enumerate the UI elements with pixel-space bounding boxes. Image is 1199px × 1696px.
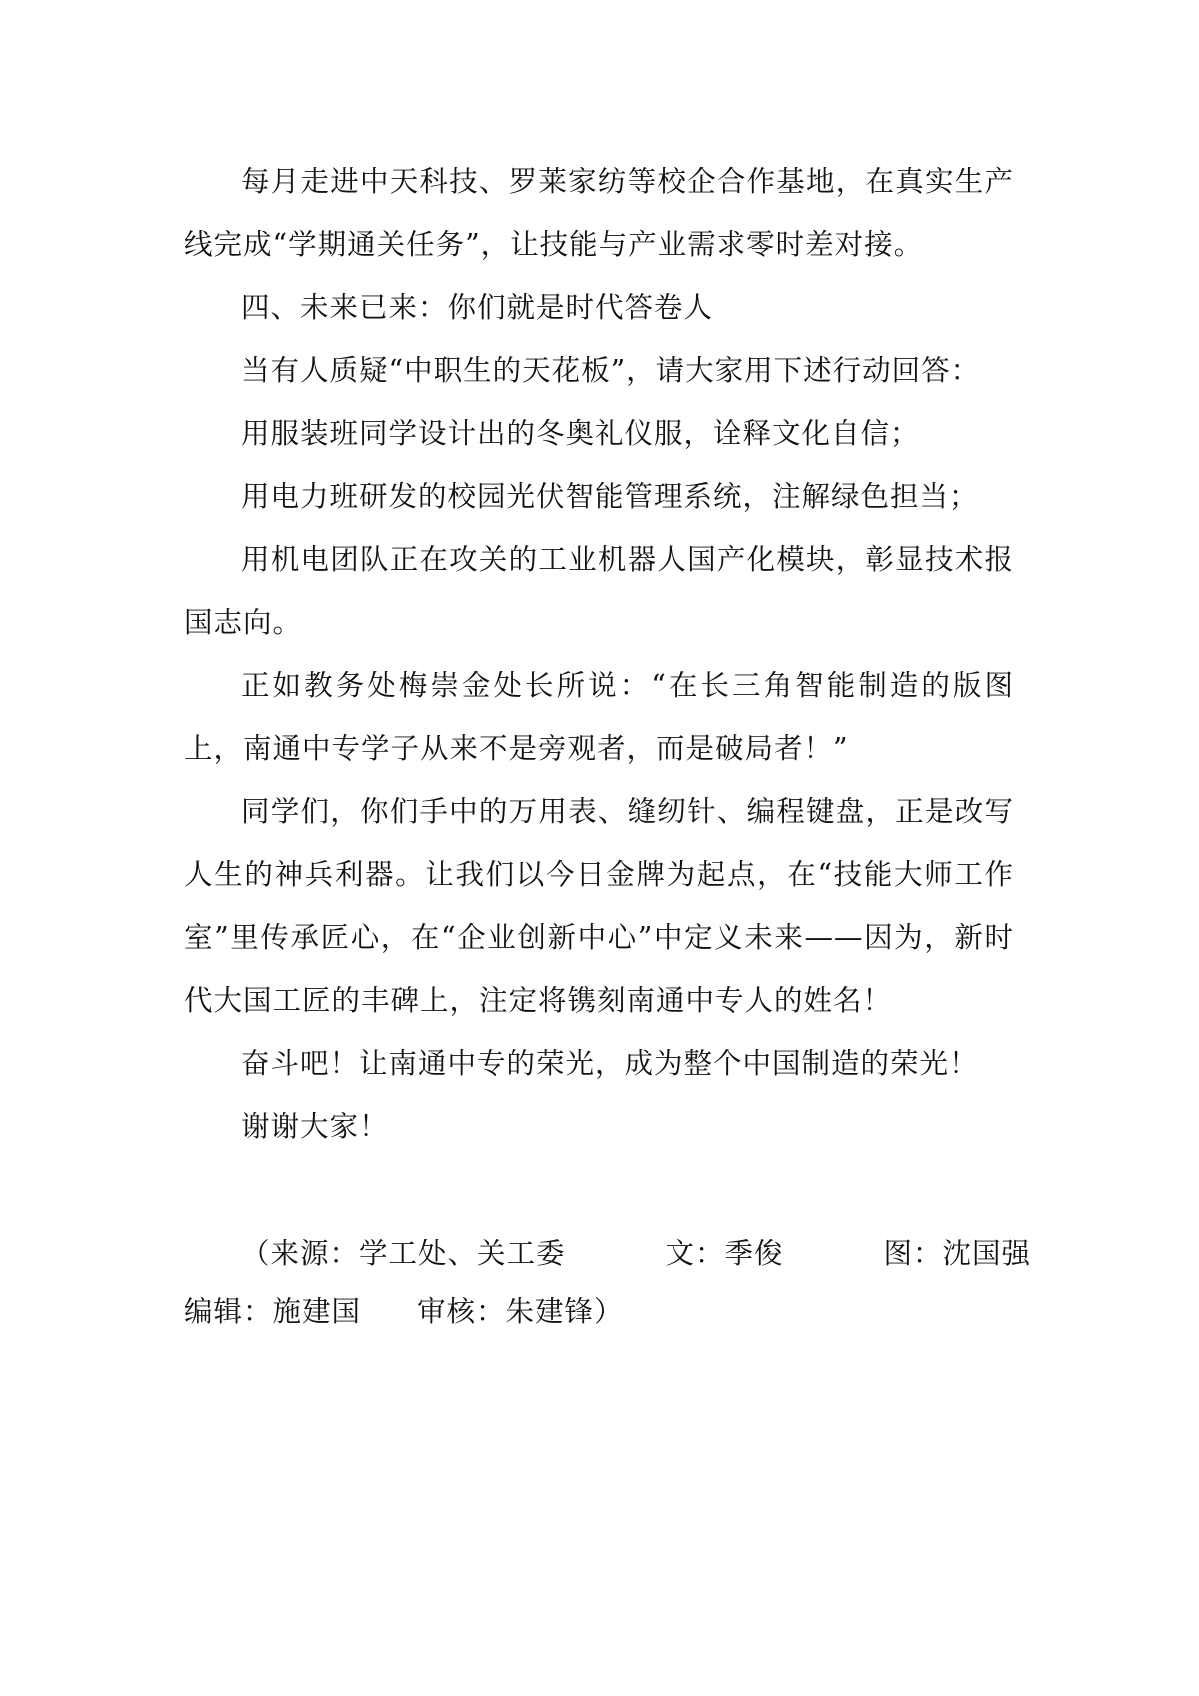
credit-image-author: 图：沈国强 — [883, 1237, 1032, 1270]
credits-line-2 — [184, 1283, 1044, 1341]
credit-text-author: 文：季俊 — [665, 1237, 784, 1270]
paragraph-thanks: 谢谢大家！ — [241, 1110, 389, 1143]
paragraph-students-call: 同学们，你们手中的万用表、缝纫针、编程键盘，正是改写人生的神兵利器。让我们以今日金牌为起点，在“技能大师工作室”里传承匠心，在“企业创新中心”中定义未来——因为，新时代大国工匠的丰碑上，注定将镌刻南通中专人的姓名！ — [184, 795, 1014, 1017]
credit-reviewer: 审核：朱建锋） — [417, 1295, 624, 1328]
article-credits — [184, 1225, 1044, 1341]
section-heading-future: 四、未来已来：你们就是时代答卷人 — [241, 291, 714, 324]
article-body — [184, 150, 1014, 1158]
credit-editor: 编辑：施建国 — [184, 1295, 362, 1328]
paragraph-fashion-class: 用服装班同学设计出的冬奥礼仪服，诠释文化自信； — [241, 417, 920, 450]
paragraph-ceiling-question: 当有人质疑“中职生的天花板”，请大家用下述行动回答： — [241, 354, 981, 387]
paragraph-mechatronics-team: 用机电团队正在攻关的工业机器人国产化模块，彰显技术报国志向。 — [184, 543, 1014, 639]
paragraph-partnership-bases: 每月走进中天科技、罗莱家纺等校企合作基地，在真实生产线完成“学期通关任务”，让技能与产业需求零时差对接。 — [184, 165, 1014, 261]
paragraph-strive: 奋斗吧！让南通中专的荣光，成为整个中国制造的荣光！ — [241, 1047, 979, 1080]
paragraph-director-quote: 正如教务处梅崇金处长所说：“在长三角智能制造的版图上，南通中专学子从来不是旁观者，而是破局者！” — [184, 669, 1014, 765]
credit-source: （来源：学工处、关工委 — [241, 1237, 566, 1270]
credits-line-1 — [184, 1225, 1044, 1283]
paragraph-power-class: 用电力班研发的校园光伏智能管理系统，注解绿色担当； — [241, 480, 979, 513]
